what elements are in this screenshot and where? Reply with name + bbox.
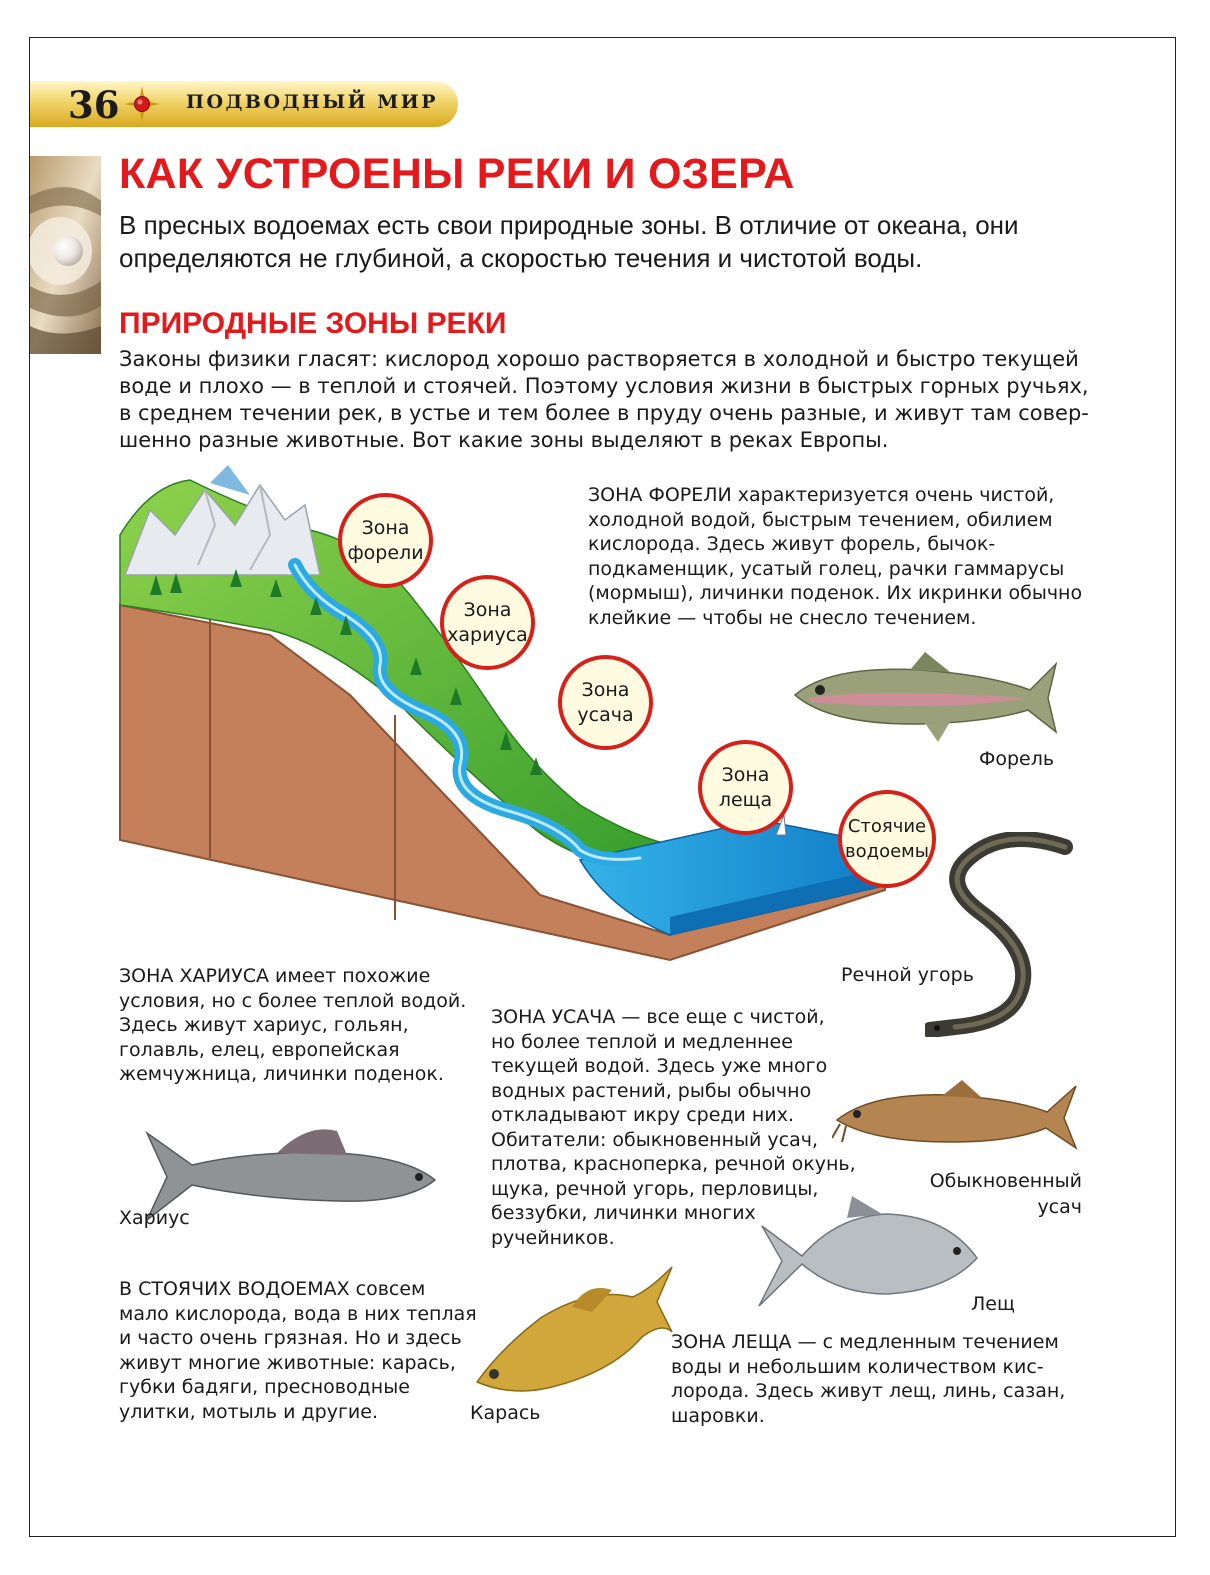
bream-zone-text: ЗОНА ЛЕЩА — с медленным течением воды и небольшим количеством кис- лорода. Здесь живут лещ, линь, сазан, шаровки.	[671, 1331, 1066, 1427]
compass-icon	[124, 86, 160, 122]
pearl-shell-photo	[30, 156, 101, 354]
barbel-image	[832, 1080, 1080, 1152]
zone-badge-trout: Зона форели	[338, 493, 433, 588]
barbel-zone-text: ЗОНА УСАЧА — все еще с чистой, но более теплой и медленнее текущей водой. Здесь уже много водных растений, рыбы обычно откладывают икру среди них. Обитатели: обыкновенный усач, плотва, красноперка, речной окунь, щука, речной угорь, перловицы, беззубки, личинки многих ручейников.	[491, 1006, 856, 1249]
zone-badge-grayling: Зона хариуса	[440, 575, 535, 670]
eel-image	[925, 832, 1075, 1037]
intro-text: В пресных водоемах есть свои природные зоны. В отличие от океана, они определяются не глубиной, а скоростью течения и чистотой воды.	[119, 210, 1019, 273]
page-title: КАК УСТРОЕНЫ РЕКИ И ОЗЕРА	[119, 150, 795, 198]
section-subtitle: ПРИРОДНЫЕ ЗОНЫ РЕКИ	[119, 307, 507, 340]
barbel-caption: Обыкновенный усач	[929, 1170, 1082, 1218]
trout-zone-text: ЗОНА ФОРЕЛИ характеризуется очень чистой, холодной водой, быстрым течением, обилием кислорода. Здесь живут форель, бычок- подкаменщик, усатый голец, рачки гаммарусы (мормыш), личинки поденок. Их икринки обычно клейкие — чтобы не снесло течением.	[588, 484, 1083, 629]
grayling-zone-text: ЗОНА ХАРИУСА имеет похожие условия, но с более теплой водой. Здесь живут хариус, гольян, голавль, елец, европейская жемчужница, личинки поденок.	[119, 965, 467, 1085]
zone-badge-bream: Зона леща	[698, 740, 793, 835]
body-paragraph: Законы физики гласят: кислород хорошо растворяется в холодной и быстро текущей воде и плохо — в теплой и стоячей. Поэтому условия жизни в быстрых горных ручьях, в среднем течении рек, в устье и тем более в пруду очень разные, и живут там совер- шенно разные животные. Вот какие зоны выделяют в реках Европы.	[119, 347, 1089, 452]
bream-caption: Лещ	[971, 1293, 1015, 1315]
zone-badge-barbel: Зона усача	[558, 655, 653, 750]
crucian-carp-image	[472, 1262, 677, 1407]
trout-image	[790, 650, 1060, 745]
crucian-carp-caption: Карась	[470, 1402, 541, 1424]
grayling-caption: Хариус	[119, 1207, 190, 1229]
eel-caption: Речной угорь	[841, 964, 974, 986]
zone-badge-standing-water: Стоячие водоемы	[838, 790, 936, 888]
bream-image	[757, 1196, 982, 1321]
trout-caption: Форель	[979, 748, 1055, 770]
page-number: 36	[68, 83, 120, 127]
standing-water-text: В СТОЯЧИХ ВОДОЕМАХ совсем мало кислорода, вода в них теплая и часто очень грязная. Но и здесь живут многие животные: карась, губки бадяги, пресноводные улитки, мотыль и другие.	[119, 1278, 477, 1423]
section-name: ПОДВОДНЫЙ МИР	[186, 91, 439, 113]
